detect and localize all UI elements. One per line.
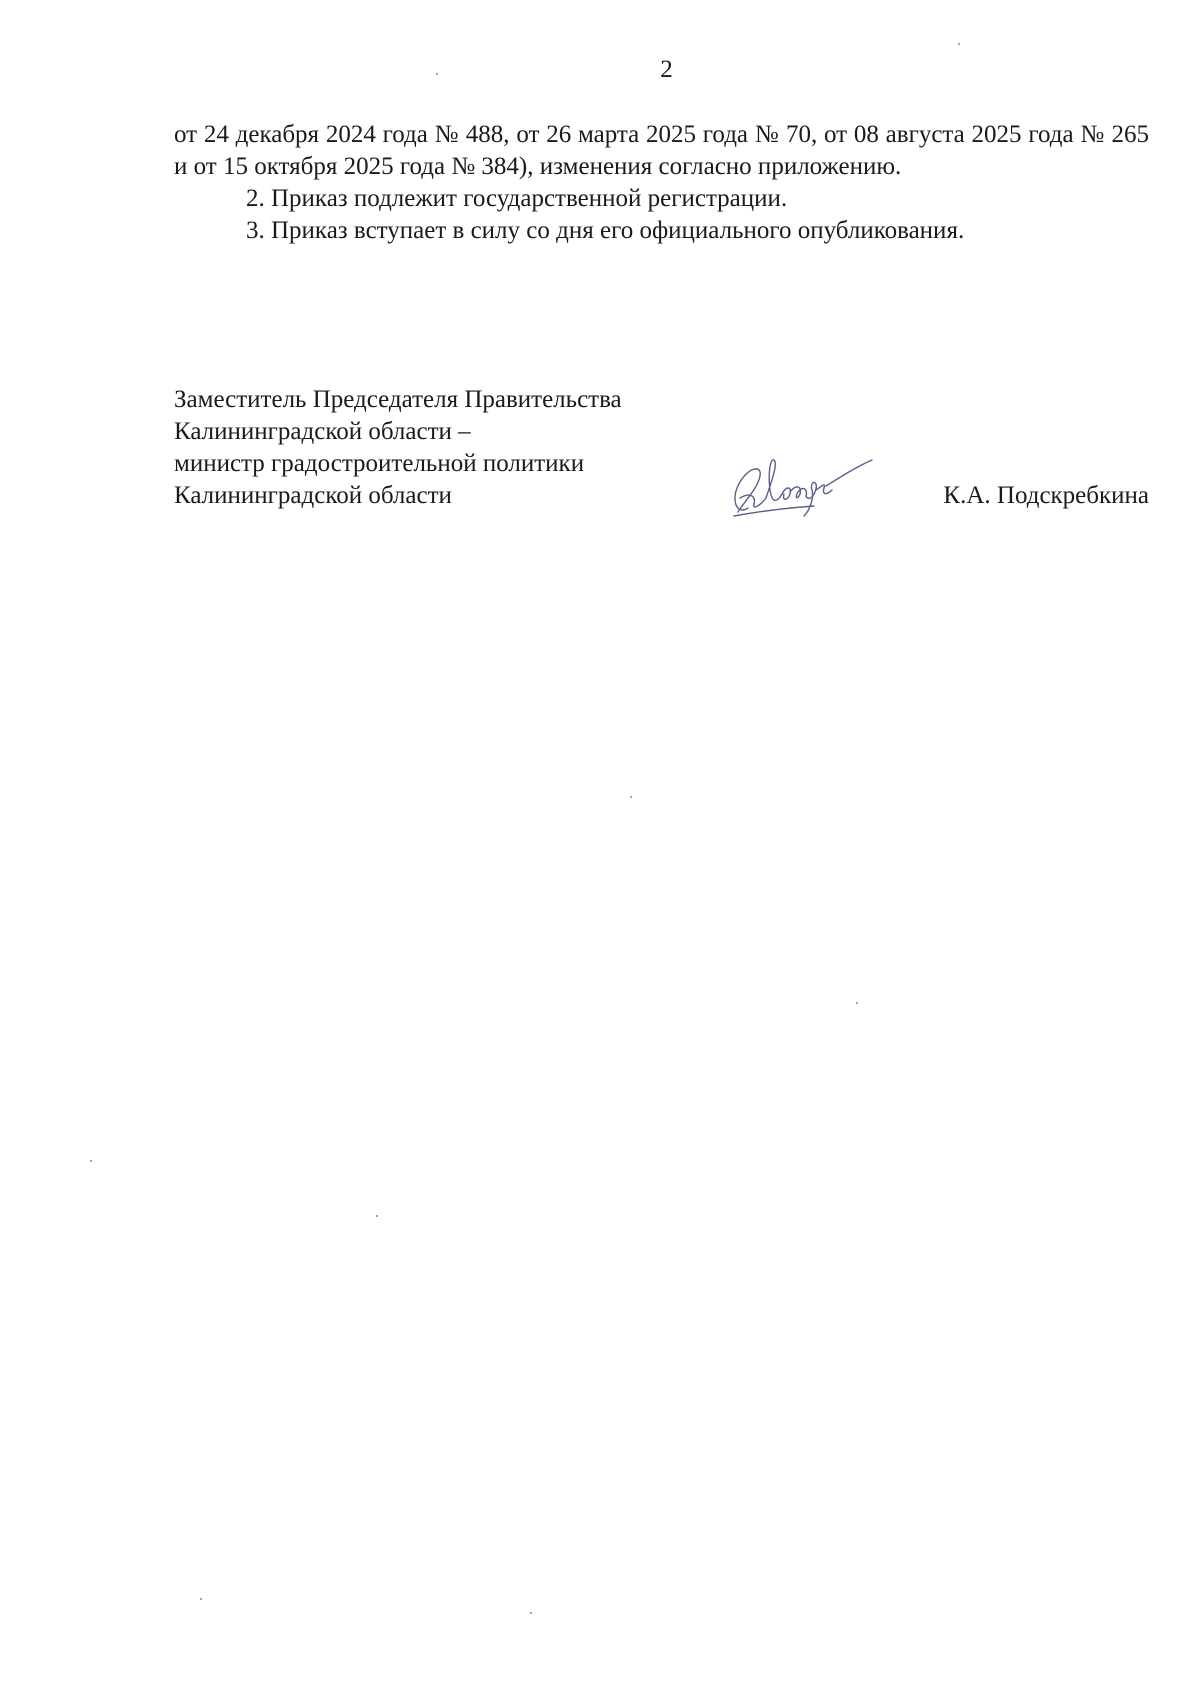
scan-speck [436,73,438,75]
paragraph-entry-into-force: 3. Приказ вступает в силу со дня его официального опубликования. [246,217,965,244]
scan-speck [200,1598,202,1600]
signatory-position-line: Калининградской области [174,482,452,509]
scan-speck [90,1160,92,1162]
paragraph-continuation: от 24 декабря 2024 года № 488, от 26 марта 2025 года № 70, от 08 августа 2025 года № 265 и от 15 октября 2025 года № 384), изменения согласно приложению. [174,121,1149,180]
signatory-name: К.А. Подскребкина [943,482,1149,509]
signature-block [174,384,1149,512]
scan-speck [376,1215,378,1217]
document-body [174,119,1149,247]
handwritten-signature [726,446,876,526]
scan-speck [958,43,960,45]
signatory-position-line: министр градостроительной политики [174,450,585,477]
page-number: 2 [660,56,673,83]
scan-speck [630,796,632,798]
signatory-position-line: Калининградской области – [174,418,471,445]
signatory-position-line: Заместитель Председателя Правительства [174,386,622,413]
paragraph-registration: 2. Приказ подлежит государственной регистрации. [246,185,788,212]
scan-speck [530,1612,532,1614]
scan-speck [856,1002,858,1004]
